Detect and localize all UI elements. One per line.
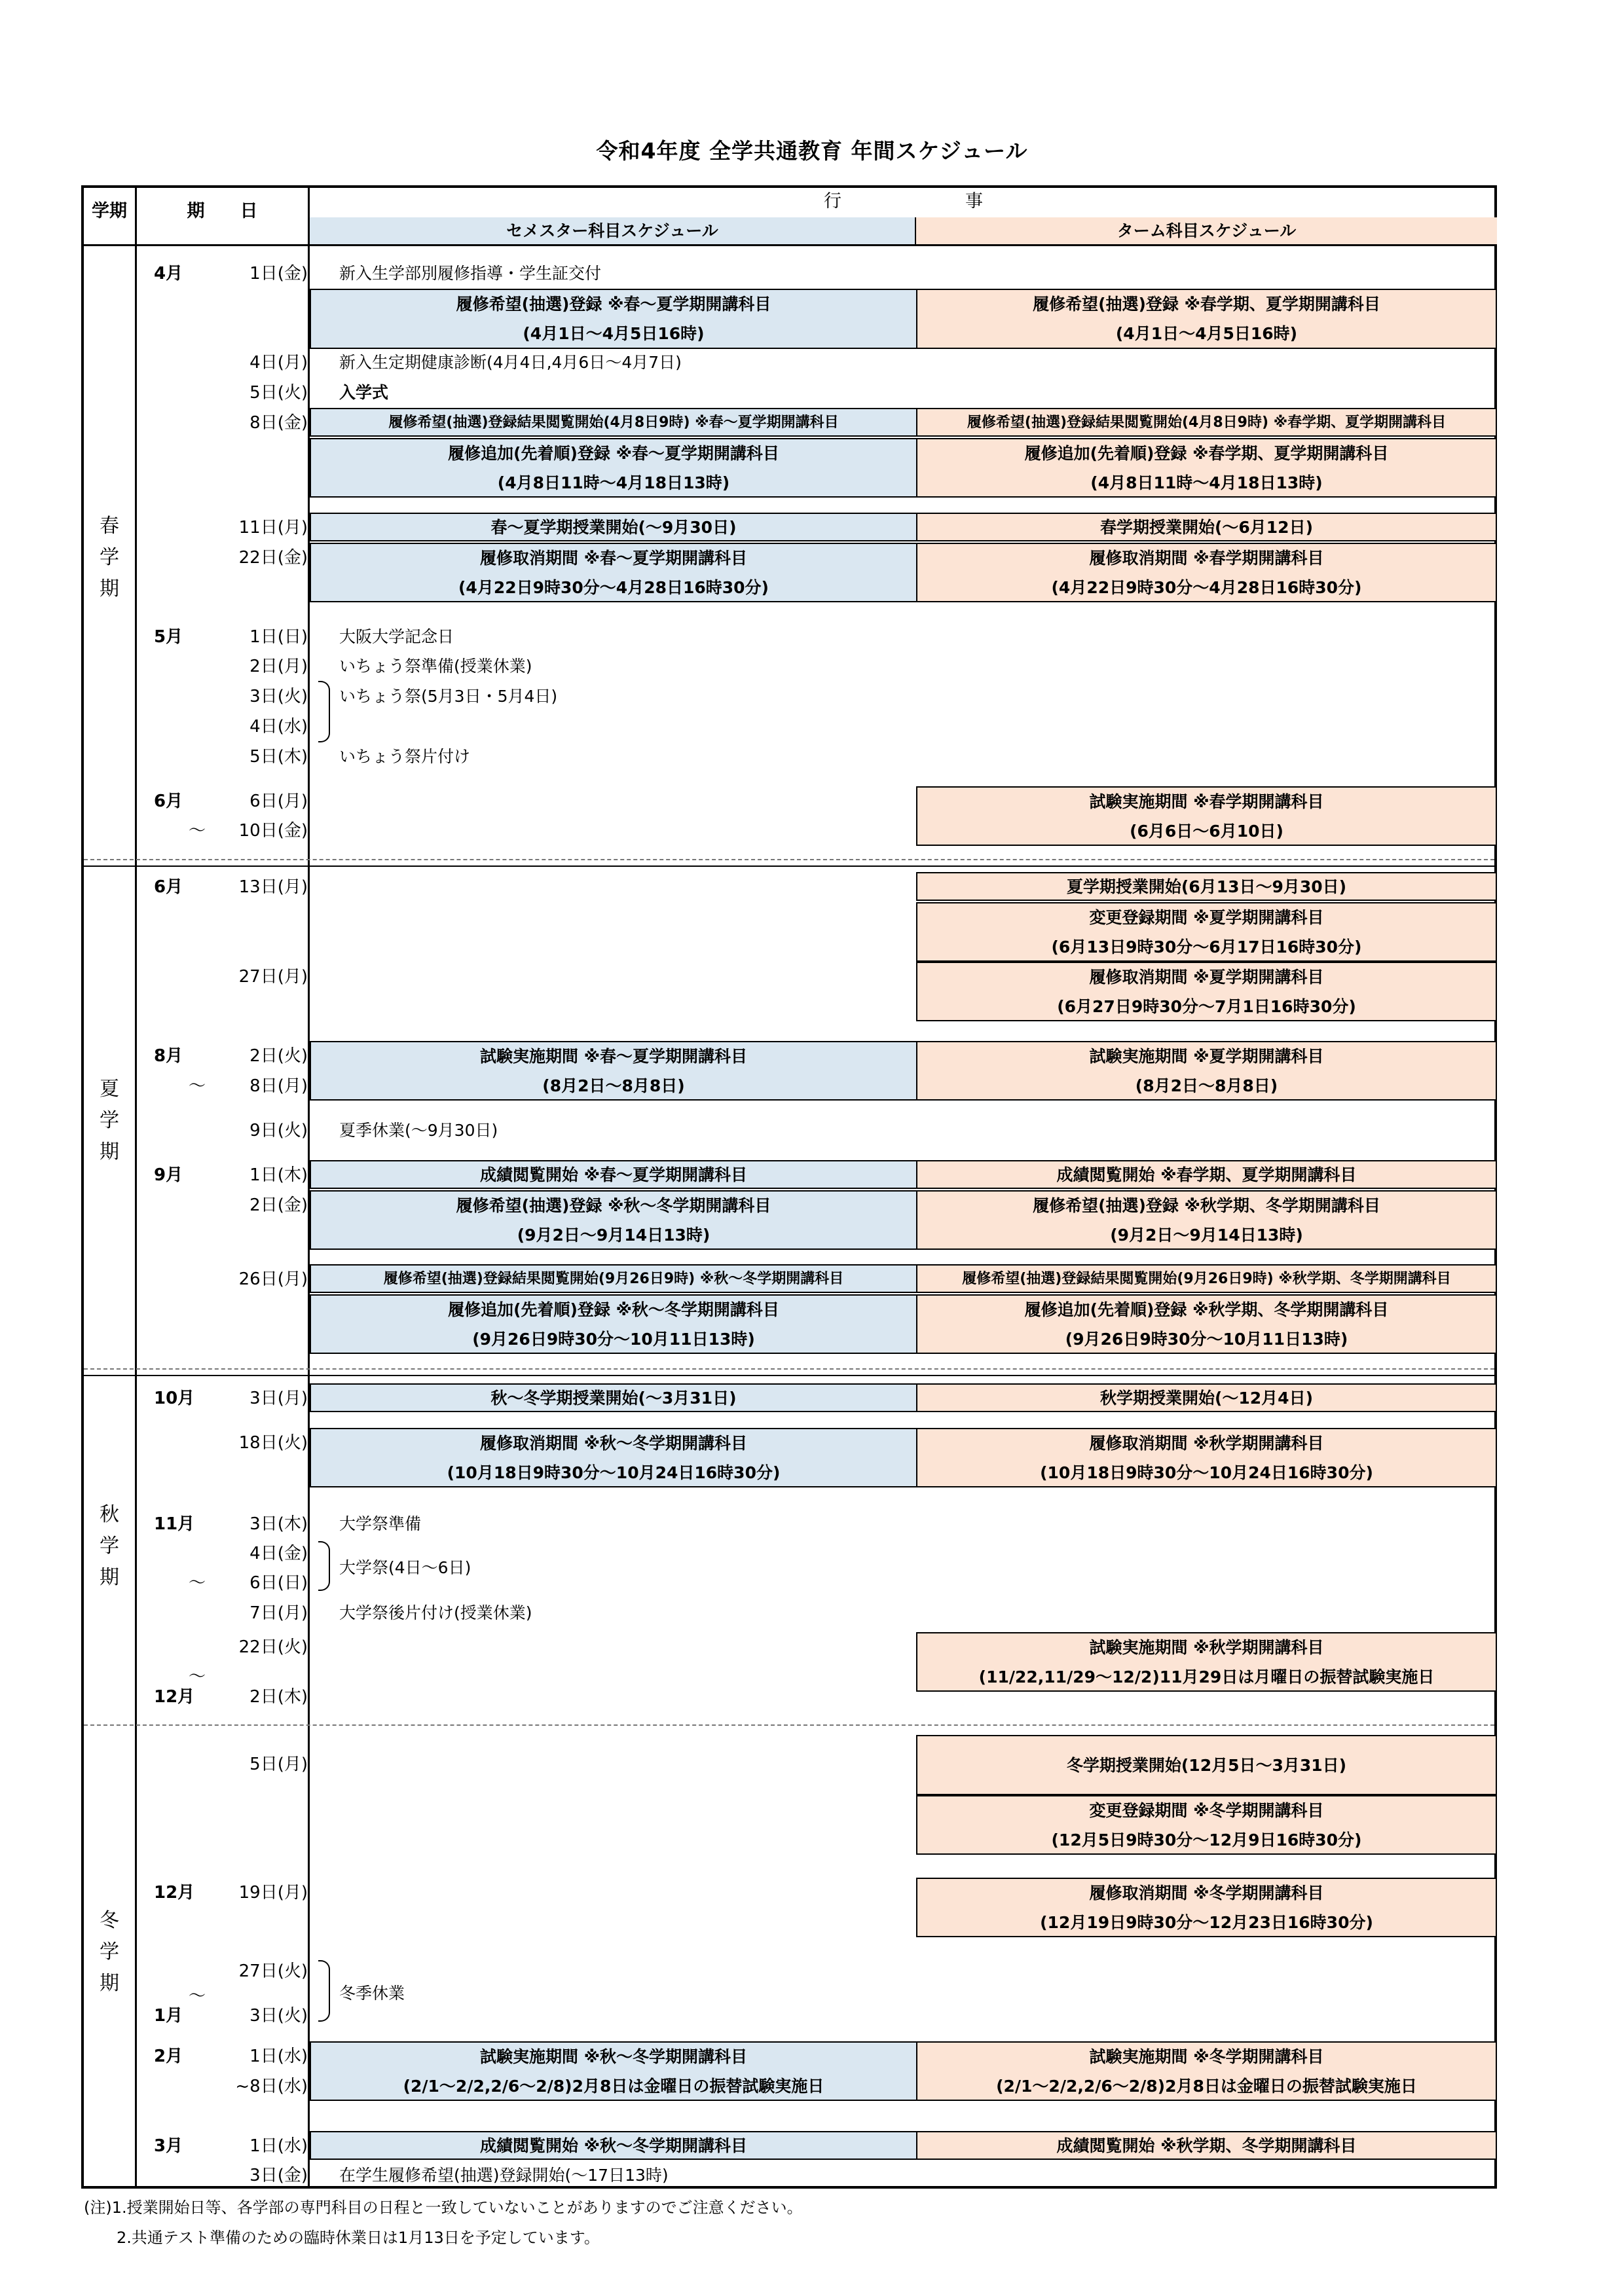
month-label: 6月 bbox=[154, 877, 183, 897]
term-event-box bbox=[916, 1041, 1497, 1101]
range-tilde: ～ bbox=[189, 821, 206, 841]
date-cell: 1日(金) bbox=[249, 264, 308, 283]
event-line: 履修希望(抽選)登録結果閲覧開始(4月8日9時) ※春学期、夏学期開講科目 bbox=[967, 414, 1447, 431]
event-text: 新入生学部別履修指導・学生証交付 bbox=[339, 264, 602, 283]
event-text: いちょう祭片付け bbox=[339, 747, 471, 766]
range-tilde: ～ bbox=[189, 1573, 206, 1593]
event-line: (2/1～2/2,2/6～2/8)2月8日は金曜日の振替試験実施日 bbox=[403, 2076, 824, 2096]
date-cell: 8日(金) bbox=[249, 413, 308, 433]
term-event-box bbox=[916, 438, 1497, 498]
month-label: 12月 bbox=[154, 1883, 195, 1903]
term-event-box bbox=[916, 1428, 1497, 1487]
event-line: (9月26日9時30分～10月11日13時) bbox=[1065, 1329, 1348, 1349]
date-cell: 3日(金) bbox=[249, 2166, 308, 2185]
event-line: 成績閲覧開始 ※秋～冬学期開講科目 bbox=[479, 2136, 747, 2155]
date-cell: 5日(月) bbox=[249, 1755, 308, 1774]
event-text: 大学祭(4日～6日) bbox=[339, 1558, 471, 1577]
semester-event-box bbox=[310, 2041, 917, 2101]
event-line: 履修希望(抽選)登録結果閲覧開始(4月8日9時) ※春～夏学期開講科目 bbox=[388, 414, 839, 431]
event-line: (4月1日～4月5日16時) bbox=[523, 324, 705, 343]
month-label: 9月 bbox=[154, 1165, 183, 1185]
semester-event-box bbox=[310, 1041, 917, 1101]
term-event-box bbox=[916, 1264, 1497, 1293]
month-label: 8月 bbox=[154, 1046, 183, 1066]
term-event-box bbox=[916, 408, 1497, 437]
semester-event-box bbox=[310, 513, 917, 541]
event-line: (2/1～2/2,2/6～2/8)2月8日は金曜日の振替試験実施日 bbox=[996, 2076, 1417, 2096]
term-event-box bbox=[916, 2041, 1497, 2101]
date-cell: 9日(火) bbox=[249, 1121, 308, 1140]
semester-event-box bbox=[310, 1264, 917, 1293]
date-cell: 2日(月) bbox=[249, 657, 308, 676]
semester-event-box bbox=[310, 1383, 917, 1412]
event-line: (4月8日11時～4月18日13時) bbox=[497, 473, 730, 492]
event-line: (8月2日～8月8日) bbox=[1135, 1076, 1278, 1095]
event-line: 履修希望(抽選)登録結果閲覧開始(9月26日9時) ※秋～冬学期開講科目 bbox=[383, 1270, 844, 1287]
semester-event-box bbox=[310, 1428, 917, 1487]
event-line: (12月19日9時30分～12月23日16時30分) bbox=[1040, 1912, 1373, 1932]
event-text: 夏季休業(～9月30日) bbox=[339, 1121, 498, 1140]
semester-event-box bbox=[310, 1190, 917, 1250]
term-event-box bbox=[916, 289, 1497, 349]
semester-event-box bbox=[310, 543, 917, 602]
term-autumn: 秋 学 期 bbox=[100, 1503, 119, 1589]
date-cell: 22日(金) bbox=[238, 548, 308, 568]
semester-event-box bbox=[310, 2131, 917, 2160]
event-line: 成績閲覧開始 ※春～夏学期開講科目 bbox=[479, 1165, 747, 1184]
semester-event-box bbox=[310, 438, 917, 498]
event-line: 秋～冬学期授業開始(～3月31日) bbox=[490, 1388, 737, 1408]
event-line: 試験実施期間 ※春～夏学期開講科目 bbox=[479, 1046, 747, 1066]
event-line: 試験実施期間 ※秋学期開講科目 bbox=[1089, 1637, 1324, 1657]
event-line: 履修希望(抽選)登録 ※春学期、夏学期開講科目 bbox=[1033, 295, 1380, 314]
month-label: 12月 bbox=[154, 1687, 195, 1707]
event-line: 履修取消期間 ※冬学期開講科目 bbox=[1089, 1883, 1324, 1903]
event-text: 冬季休業 bbox=[339, 1984, 405, 2003]
event-line: 試験実施期間 ※春学期開講科目 bbox=[1089, 792, 1324, 811]
event-line: 成績閲覧開始 ※春学期、夏学期開講科目 bbox=[1056, 1165, 1357, 1184]
event-line: (4月22日9時30分～4月28日16時30分) bbox=[458, 577, 769, 597]
event-line: 履修希望(抽選)登録結果閲覧開始(9月26日9時) ※秋学期、冬学期開講科目 bbox=[962, 1270, 1451, 1287]
date-cell: ~8日(水) bbox=[235, 2077, 308, 2096]
term-event-box bbox=[916, 1632, 1497, 1692]
event-line: (10月18日9時30分～10月24日16時30分) bbox=[1040, 1463, 1373, 1482]
date-cell: 3日(火) bbox=[249, 2006, 308, 2026]
term-event-box bbox=[916, 1160, 1497, 1189]
event-line: (4月22日9時30分～4月28日16時30分) bbox=[1051, 577, 1362, 597]
date-cell: 6日(月) bbox=[249, 792, 308, 811]
date-cell: 1日(木) bbox=[249, 1165, 308, 1185]
date-cell: 6日(日) bbox=[249, 1573, 308, 1593]
date-cell: 26日(月) bbox=[238, 1269, 308, 1289]
col-divider-term bbox=[135, 185, 137, 2189]
term-event-box bbox=[916, 872, 1497, 901]
range-tilde: ～ bbox=[189, 1076, 206, 1096]
month-label: 11月 bbox=[154, 1514, 195, 1534]
event-line: (6月27日9時30分～7月1日16時30分) bbox=[1057, 996, 1356, 1016]
footnote-2: 2.共通テスト準備のための臨時休業日は1月13日を予定しています。 bbox=[117, 2229, 600, 2247]
event-line: 変更登録期間 ※冬学期開講科目 bbox=[1089, 1800, 1324, 1820]
event-line: 履修取消期間 ※夏学期開講科目 bbox=[1089, 967, 1324, 987]
event-line: (6月13日9時30分～6月17日16時30分) bbox=[1051, 937, 1362, 957]
header-date: 期 日 bbox=[187, 201, 258, 221]
date-cell: 10日(金) bbox=[238, 821, 308, 841]
footnote-1: (注)1.授業開始日等、各学部の専門科目の日程と一致していないことがありますのでご注意ください。 bbox=[84, 2198, 803, 2217]
event-line: 試験実施期間 ※秋～冬学期開講科目 bbox=[479, 2047, 747, 2066]
event-line: 成績閲覧開始 ※秋学期、冬学期開講科目 bbox=[1056, 2136, 1357, 2155]
event-line: (4月1日～4月5日16時) bbox=[1115, 324, 1298, 343]
event-text: 大学祭準備 bbox=[339, 1514, 422, 1533]
month-label: 4月 bbox=[154, 264, 183, 283]
event-line: 春～夏学期授業開始(～9月30日) bbox=[490, 517, 737, 537]
term-event-box bbox=[916, 1294, 1497, 1354]
month-label: 6月 bbox=[154, 792, 183, 811]
semester-event-box bbox=[310, 1294, 917, 1354]
event-line: (4月8日11時～4月18日13時) bbox=[1090, 473, 1323, 492]
event-line: 履修追加(先着順)登録 ※秋～冬学期開講科目 bbox=[448, 1300, 779, 1319]
event-line: (9月2日～9月14日13時) bbox=[1110, 1225, 1303, 1245]
date-cell: 4日(水) bbox=[249, 717, 308, 737]
event-line: 冬学期授業開始(12月5日～3月31日) bbox=[1066, 1755, 1347, 1775]
event-line: 履修希望(抽選)登録 ※春～夏学期開講科目 bbox=[456, 295, 771, 314]
semester-event-box bbox=[310, 408, 917, 437]
event-line: 秋学期授業開始(～12月4日) bbox=[1099, 1388, 1314, 1408]
month-label: 10月 bbox=[154, 1389, 195, 1408]
date-cell: 1日(水) bbox=[249, 2136, 308, 2156]
term-event-box bbox=[916, 962, 1497, 1021]
term-summer: 夏 学 期 bbox=[100, 1078, 119, 1163]
term-event-box bbox=[916, 513, 1497, 541]
brace-mark bbox=[318, 1960, 330, 2022]
term-event-box bbox=[916, 1190, 1497, 1250]
date-cell: 27日(火) bbox=[238, 1961, 308, 1981]
term-event-box bbox=[916, 902, 1497, 962]
term-event-box bbox=[916, 1735, 1497, 1795]
date-cell: 8日(月) bbox=[249, 1076, 308, 1096]
date-cell: 27日(月) bbox=[238, 967, 308, 987]
event-line: 履修追加(先着順)登録 ※春～夏学期開講科目 bbox=[448, 443, 779, 463]
month-label: 1月 bbox=[154, 2006, 183, 2026]
event-line: 履修取消期間 ※秋学期開講科目 bbox=[1089, 1433, 1324, 1453]
event-line: (9月26日9時30分～10月11日13時) bbox=[472, 1329, 755, 1349]
header-term-schedule: ターム科目スケジュール bbox=[916, 217, 1497, 244]
month-label: 5月 bbox=[154, 627, 183, 647]
event-text: 在学生履修希望(抽選)登録開始(～17日13時) bbox=[339, 2166, 669, 2185]
date-cell: 3日(木) bbox=[249, 1514, 308, 1534]
event-line: (11/22,11/29～12/2)11月29日は月曜日の振替試験実施日 bbox=[978, 1667, 1435, 1686]
term-event-box bbox=[916, 1383, 1497, 1412]
date-cell: 2日(火) bbox=[249, 1046, 308, 1066]
date-cell: 4日(金) bbox=[249, 1544, 308, 1563]
date-cell: 2日(金) bbox=[249, 1195, 308, 1215]
event-line: (9月2日～9月14日13時) bbox=[517, 1225, 710, 1245]
term-winter: 冬 学 期 bbox=[100, 1909, 119, 1995]
date-cell: 19日(月) bbox=[238, 1883, 308, 1903]
date-cell: 5日(火) bbox=[249, 383, 308, 403]
date-cell: 22日(火) bbox=[238, 1637, 308, 1657]
event-line: (12月5日9時30分～12月9日16時30分) bbox=[1051, 1830, 1362, 1850]
event-line: 春学期授業開始(～6月12日) bbox=[1099, 517, 1314, 537]
date-cell: 3日(火) bbox=[249, 687, 308, 706]
event-line: 履修取消期間 ※春学期開講科目 bbox=[1089, 548, 1324, 568]
event-line: (6月6日～6月10日) bbox=[1130, 821, 1283, 841]
event-line: 履修追加(先着順)登録 ※秋学期、冬学期開講科目 bbox=[1024, 1300, 1389, 1319]
term-event-box bbox=[916, 1878, 1497, 1937]
term-event-box bbox=[916, 1795, 1497, 1855]
event-text: いちょう祭(5月3日・5月4日) bbox=[339, 687, 558, 706]
header-semester-schedule: セメスター科目スケジュール bbox=[310, 217, 916, 244]
event-text: いちょう祭準備(授業休業) bbox=[339, 657, 532, 676]
event-line: 履修希望(抽選)登録 ※秋～冬学期開講科目 bbox=[456, 1195, 771, 1215]
event-line: 試験実施期間 ※夏学期開講科目 bbox=[1089, 1046, 1324, 1066]
date-cell: 2日(木) bbox=[249, 1687, 308, 1707]
event-line: 履修取消期間 ※秋～冬学期開講科目 bbox=[479, 1433, 747, 1453]
header-term: 学期 bbox=[92, 201, 127, 221]
event-line: 履修希望(抽選)登録 ※秋学期、冬学期開講科目 bbox=[1033, 1195, 1380, 1215]
header-events: 行 事 bbox=[824, 191, 983, 211]
brace-mark bbox=[318, 681, 330, 742]
event-text: 入学式 bbox=[339, 383, 389, 402]
page-title: 令和4年度 全学共通教育 年間スケジュール bbox=[596, 138, 1028, 164]
term-event-box bbox=[916, 786, 1497, 846]
term-event-box bbox=[916, 543, 1497, 602]
event-text: 新入生定期健康診断(4月4日,4月6日～4月7日) bbox=[339, 353, 682, 372]
semester-event-box bbox=[310, 289, 917, 349]
date-cell: 4日(月) bbox=[249, 353, 308, 373]
event-text: 大学祭後片付け(授業休業) bbox=[339, 1603, 532, 1622]
date-cell: 1日(水) bbox=[249, 2047, 308, 2066]
term-event-box bbox=[916, 2131, 1497, 2160]
event-line: (10月18日9時30分～10月24日16時30分) bbox=[447, 1463, 781, 1482]
event-text: 大阪大学記念日 bbox=[339, 627, 454, 646]
month-label: 3月 bbox=[154, 2136, 183, 2156]
date-cell: 7日(月) bbox=[249, 1603, 308, 1623]
date-cell: 13日(月) bbox=[238, 877, 308, 897]
event-line: 履修追加(先着順)登録 ※春学期、夏学期開講科目 bbox=[1024, 443, 1389, 463]
date-cell: 3日(月) bbox=[249, 1389, 308, 1408]
date-cell: 5日(木) bbox=[249, 747, 308, 767]
range-tilde: ～ bbox=[189, 1986, 206, 2006]
event-line: (8月2日～8月8日) bbox=[542, 1076, 685, 1095]
range-tilde: ～ bbox=[189, 1667, 206, 1686]
date-cell: 18日(火) bbox=[238, 1433, 308, 1453]
event-line: 履修取消期間 ※春～夏学期開講科目 bbox=[479, 548, 747, 568]
event-line: 試験実施期間 ※冬学期開講科目 bbox=[1089, 2047, 1324, 2066]
term-spring: 春 学 期 bbox=[100, 515, 119, 600]
event-line: 変更登録期間 ※夏学期開講科目 bbox=[1089, 907, 1324, 927]
event-line: 夏学期授業開始(6月13日～9月30日) bbox=[1066, 877, 1347, 896]
brace-mark bbox=[318, 1541, 330, 1591]
date-cell: 1日(日) bbox=[249, 627, 308, 647]
month-label: 2月 bbox=[154, 2047, 183, 2066]
semester-event-box bbox=[310, 1160, 917, 1189]
date-cell: 11日(月) bbox=[238, 518, 308, 538]
